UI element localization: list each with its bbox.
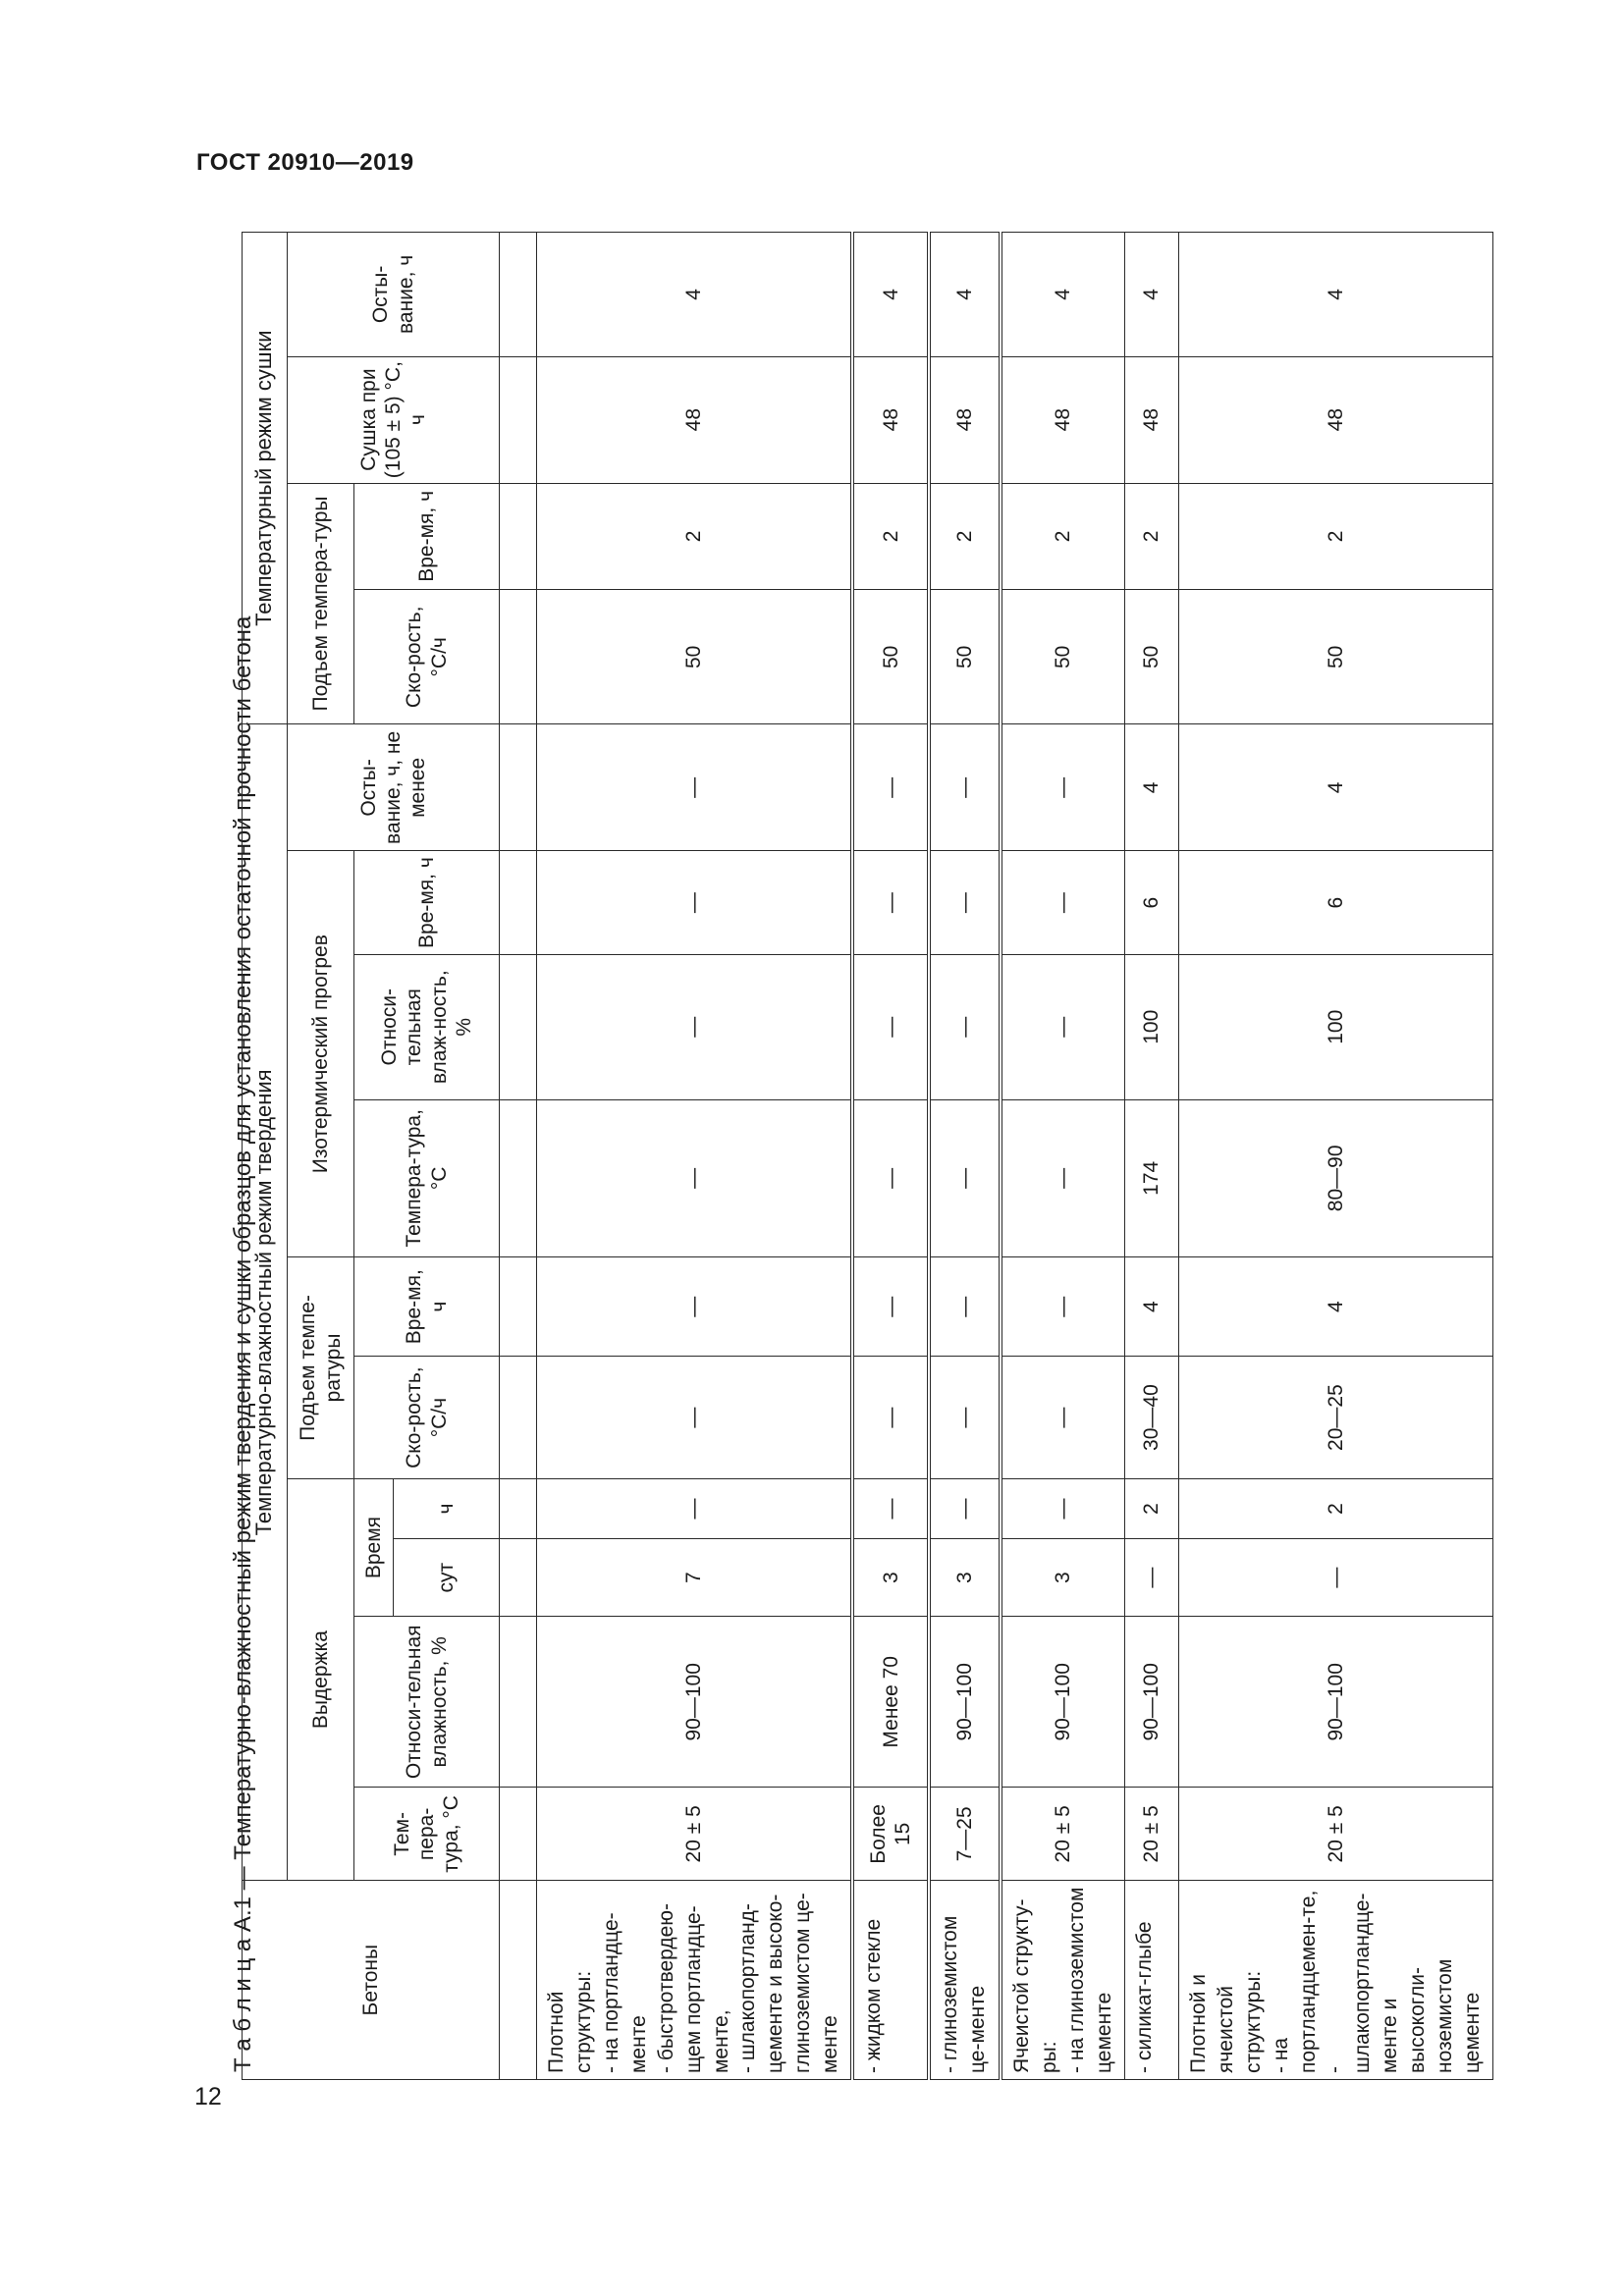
table-row [1001, 233, 1124, 2080]
table-cell: — [929, 724, 1001, 851]
table-cell: — [1001, 724, 1124, 851]
header-izoterm: Изотермический прогрев [288, 851, 354, 1257]
table-cell: — [852, 724, 929, 851]
table-cell: — [1001, 954, 1124, 1099]
table-cell: 2 [852, 483, 929, 590]
table-cell: 50 [852, 590, 929, 724]
table-cell: 50 [1178, 590, 1492, 724]
row-name: Плотной структуры: - на портландце-менте - быстротвердею-щем портландце-менте, - шлакопортланд-цементе и высоко-глиноземистом це-менте [537, 1881, 853, 2080]
table-cell: — [929, 1357, 1001, 1479]
row-name: - глиноземистом це-менте [929, 1881, 1001, 2080]
document-header: ГОСТ 20910—2019 [196, 149, 414, 176]
table-cell: — [1124, 1539, 1178, 1617]
header-ch: ч [394, 1478, 500, 1538]
table-cell: 50 [537, 590, 853, 724]
table-cell: — [537, 954, 853, 1099]
table-cell: 80—90 [1178, 1099, 1492, 1256]
table-cell: — [537, 1099, 853, 1256]
table-cell: 2 [1178, 483, 1492, 590]
table-row [1178, 233, 1492, 2080]
header-sushka: Сушка при (105 ± 5) °С, ч [288, 356, 500, 483]
header-speed1: Ско-рость, °С/ч [354, 1357, 500, 1479]
header-temp-c: Тем-пера-тура, °С [354, 1788, 500, 1881]
row-name: Ячеистой структу-ры: - на глиноземистом цементе [1001, 1881, 1124, 2080]
rotated-table-container [242, 232, 1485, 2080]
header-ostyv-tvr: Осты-вание, ч, не менее [288, 724, 500, 851]
table-cell: — [852, 1478, 929, 1538]
header-vremya: Время [354, 1478, 394, 1616]
table-cell: — [852, 851, 929, 955]
header-pod-sush: Подъем темпера-туры [288, 483, 354, 724]
header-time-iz: Вре-мя, ч [354, 851, 500, 955]
table-cell: 2 [929, 483, 1001, 590]
header-ostyv-sush: Осты-вание, ч [288, 233, 500, 357]
table-cell: 90—100 [929, 1617, 1001, 1788]
table-cell: — [537, 1257, 853, 1357]
table-cell: 20 ± 5 [1001, 1788, 1124, 1881]
table-cell: 4 [1124, 233, 1178, 357]
table-cell: 90—100 [1001, 1617, 1124, 1788]
table-cell: — [1001, 851, 1124, 955]
table-cell: 30—40 [1124, 1357, 1178, 1479]
table-cell: 20—25 [1178, 1357, 1492, 1479]
table-cell: 90—100 [1124, 1617, 1178, 1788]
header-vyderzhka: Выдержка [288, 1478, 354, 1880]
table-row [537, 233, 853, 2080]
table-cell: Более 15 [852, 1788, 929, 1881]
table-cell: 90—100 [537, 1617, 853, 1788]
table-cell: 50 [929, 590, 1001, 724]
table-cell: 2 [1124, 483, 1178, 590]
table-cell: 48 [929, 356, 1001, 483]
table-cell: 2 [1124, 1478, 1178, 1538]
table-cell: — [1178, 1539, 1492, 1617]
table-cell: 6 [1124, 851, 1178, 955]
table-cell: — [1001, 1357, 1124, 1479]
table-cell: 4 [929, 233, 1001, 357]
table-cell: 4 [537, 233, 853, 357]
row-name: Плотной и ячеистой структуры: - на портландцемен-те, - шлакопортландце-менте и высокогли-ноземистом цементе [1178, 1881, 1492, 2080]
table-cell: — [929, 954, 1001, 1099]
table-cell: — [537, 1357, 853, 1479]
table-cell: 20 ± 5 [537, 1788, 853, 1881]
table-cell: 2 [537, 483, 853, 590]
table-cell: — [1001, 1099, 1124, 1256]
header-time1: Вре-мя, ч [354, 1257, 500, 1357]
table-cell: 50 [1001, 590, 1124, 724]
table-cell: — [929, 1257, 1001, 1357]
header-vlazh-iz: Относи-тельная влаж-ность, % [354, 954, 500, 1099]
header-time2: Вре-мя, ч [354, 483, 500, 590]
header-tvr: Температурно-влажностный режим твердения [243, 724, 288, 1881]
page-number: 12 [194, 2083, 222, 2110]
table-cell: 174 [1124, 1099, 1178, 1256]
table-cell: 48 [1124, 356, 1178, 483]
table-cell: 48 [537, 356, 853, 483]
table-cell: — [852, 954, 929, 1099]
table-cell: 100 [1124, 954, 1178, 1099]
table-caption: Т а б л и ц а А.1 — Температурно-влажностный режим твердения и сушки образцов для установления остаточной прочности бетона [230, 615, 256, 2072]
table-cell: 48 [852, 356, 929, 483]
header-betony: Бетоны [243, 1881, 500, 2080]
table-cell: — [852, 1257, 929, 1357]
header-sut: сут [394, 1539, 500, 1617]
table-cell: 2 [1001, 483, 1124, 590]
header-vlazh: Относи-тельная влажность, % [354, 1617, 500, 1788]
header-speed2: Ско-рость, °С/ч [354, 590, 500, 724]
table-cell: 6 [1178, 851, 1492, 955]
table-cell: 3 [852, 1539, 929, 1617]
table-cell: — [852, 1357, 929, 1479]
table-cell: 48 [1178, 356, 1492, 483]
table-body [537, 233, 1493, 2080]
header-temp-iz: Темпера-тура, °С [354, 1099, 500, 1256]
table-cell: 3 [929, 1539, 1001, 1617]
table-cell: 4 [1178, 1257, 1492, 1357]
table-cell: 4 [1178, 233, 1492, 357]
table-cell: 4 [1124, 724, 1178, 851]
header-spacer-row [500, 233, 537, 2080]
table-cell: 2 [1178, 1478, 1492, 1538]
table-cell: 4 [1001, 233, 1124, 357]
table-cell: — [537, 851, 853, 955]
table-cell: 7 [537, 1539, 853, 1617]
table-cell: 50 [1124, 590, 1178, 724]
table-cell: — [929, 1478, 1001, 1538]
header-tem-sushki: Температурный режим сушки [243, 233, 288, 724]
table-cell: 20 ± 5 [1124, 1788, 1178, 1881]
row-name: - силикат-глыбе [1124, 1881, 1178, 2080]
table-cell: — [929, 851, 1001, 955]
table-cell: — [537, 724, 853, 851]
table-cell: 48 [1001, 356, 1124, 483]
table-cell: 4 [1178, 724, 1492, 851]
table-cell: 100 [1178, 954, 1492, 1099]
table-row [929, 233, 1001, 2080]
table-cell: 4 [1124, 1257, 1178, 1357]
header-pod-tvr: Подъем темпе-ратуры [288, 1257, 354, 1479]
table-cell: 3 [1001, 1539, 1124, 1617]
table-cell: 7—25 [929, 1788, 1001, 1881]
table-cell: — [1001, 1257, 1124, 1357]
table-row [1124, 233, 1178, 2080]
table-cell: — [1001, 1478, 1124, 1538]
table-cell: — [537, 1478, 853, 1538]
table-cell: Менее 70 [852, 1617, 929, 1788]
table-cell: — [852, 1099, 929, 1256]
table-cell: — [929, 1099, 1001, 1256]
table-row [852, 233, 929, 2080]
row-name: - жидком стекле [852, 1881, 929, 2080]
table-cell: 90—100 [1178, 1617, 1492, 1788]
table-cell: 4 [852, 233, 929, 357]
drying-regime-table [242, 232, 1493, 2080]
table-cell: 20 ± 5 [1178, 1788, 1492, 1881]
